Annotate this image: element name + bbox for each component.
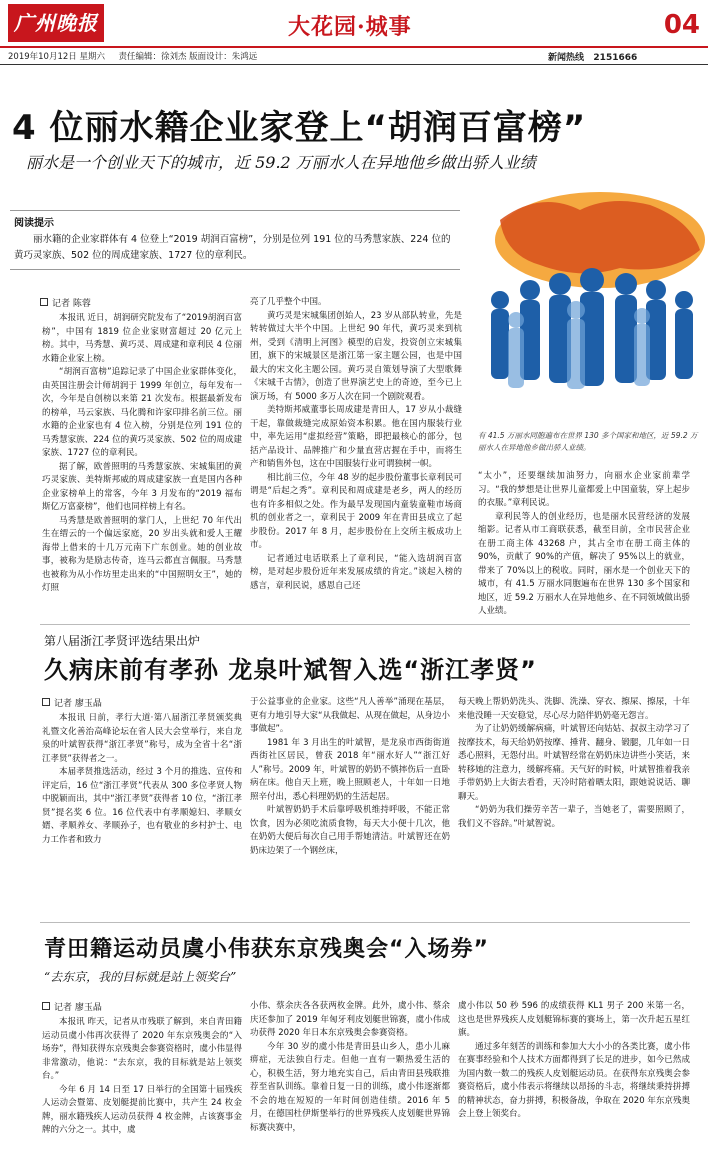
story2-headline: 久病床前有孝孙 龙泉叶斌智入选“浙江孝贤” bbox=[44, 656, 537, 684]
paragraph: 章利民等人的创业经历，也是丽水民营经济的发展缩影。记者从市工商联获悉，截至目前，全市民营企业在册工商主体 43268 户，其占全市在册工商主体的 90%，贡献了 90%的产值，解决了 95%以上的就业，带来了 70%以上的税收。同时，丽水是一个创业天下的城市，有 41.5 万丽水同胞遍布在世界 130 多个国家和地区，近 59.2 万丽水人在异地他乡、在不同领域做出骄人业绩。 bbox=[478, 511, 690, 616]
masthead bbox=[0, 0, 708, 48]
paragraph: “太小”，还要继续加油努力，向丽水企业家前辈学习。“我的梦想是让世界儿童都爱上中国童装，穿上起步的衣服。”章利民说。 bbox=[478, 471, 690, 508]
newspaper-logo: 广州晚报 bbox=[8, 4, 104, 42]
issue-date: 2019年10月12日 星期六 bbox=[8, 52, 105, 62]
story2-column-2 bbox=[250, 696, 450, 918]
story1-subhead: 丽水是一个创业天下的城市，近 59.2 万丽水人在异地他乡做出骄人业绩 bbox=[26, 153, 536, 172]
paragraph: “奶奶为我们操劳辛苦一辈子，当她老了，需要照顾了，我们义不容辞。”叶斌智说。 bbox=[458, 805, 690, 829]
paragraph: “胡润百富榜”追踪记录了中国企业家群体变化，由英国注册会计师胡润于 1999 年创立，每年发布一次，今年是自创榜以来第 21 次发布。根据最新发布的榜单，马云家族、马化腾和许家印排名前三位。丽水籍的企业家也有 4 位入榜，分别是位列 191 位的马秀慧家族、224 位的黄巧灵家族、502 位的周成建家族、1727 位的章利民。 bbox=[42, 367, 242, 458]
reading-guide-text: 丽水籍的企业家群体有 4 位登上“2019 胡润百富榜”，分别是位列 191 位的马秀慧家族、224 位的黄巧灵家族、502 位的周成建家族、1727 位的章利民。 bbox=[14, 234, 451, 261]
world-map-people-illustration bbox=[460, 180, 708, 440]
meta-rule bbox=[0, 64, 708, 65]
paragraph: 美特斯邦威董事长周成建是青田人，17 岁从小裁缝干起，靠做裁缝完成原始资本积累。他在国内服装行业中，率先运用“虚拟经营”策略，即把最核心的部分，包括产品设计、品牌推广和少量直营店握在手中，而将生产和销售外包，这在中国服装行业可谓独树一帜。 bbox=[250, 405, 462, 469]
paragraph: 虞小伟以 50 秒 596 的成绩获得 KL1 男子 200 米第一名，这也是世界残疾人皮划艇锦标赛的赛场上，第一次升起五星红旗。 bbox=[458, 1001, 690, 1038]
hotline bbox=[548, 50, 637, 63]
story3-byline: 记者 廖玉晶 bbox=[42, 1000, 102, 1013]
page-number: 04 bbox=[663, 10, 700, 40]
paragraph: 黄巧灵是宋城集团创始人，23 岁从部队转业，先是转转做过大半个中国。上世纪 90 年代，黄巧灵来到杭州，受到《清明上河图》模型的启发，投资创立宋城集团，旗下的宋城景区是浙江第一家主题公园，也是中国最大的宋文化主题公园。黄巧灵自策划导演了大型歌舞《宋城千古情》，创造了世界演艺史上的奇迹，至今已上演万场，有 5000 多万人次在同一个剧院观看。 bbox=[250, 310, 462, 402]
paragraph: 本报讯 日前，孝行大道·第八届浙江孝贤颁奖典礼暨文化善治高峰论坛在省人民大会堂举行，来自龙泉的叶斌智获得“浙江孝贤”称号，成为全省十名“浙江孝贤”获得者之一。 bbox=[42, 713, 242, 764]
section-divider bbox=[40, 624, 690, 625]
story3-column-2 bbox=[250, 1000, 450, 1156]
story3-column-1 bbox=[42, 1016, 242, 1156]
story3-subhead: “去东京，我的目标就是站上领奖台” bbox=[44, 970, 237, 984]
paragraph: 今年 6 月 14 日至 17 日举行的全国第十届残疾人运动会暨第、皮划艇提前比赛中，共产生 24 枚金牌，丽水籍残疾人运动员获得 4 枚金牌，占该赛事金牌的六分之一。其中，虞 bbox=[42, 1084, 242, 1135]
masthead-rule bbox=[0, 46, 708, 48]
issue-meta bbox=[8, 50, 257, 62]
story2-byline: 记者 廖玉晶 bbox=[42, 696, 102, 709]
paragraph: 叶斌智奶奶手术后靠呼吸机维持呼吸，不能正常饮食，因为必须吃流质食物，每天大小便十几次，他在奶奶大便后每次自己用手帮她清洁。叶斌智还在奶奶床边架了一个钢丝床， bbox=[250, 805, 450, 856]
story1-headline: 4 位丽水籍企业家登上“胡润百富榜” bbox=[12, 108, 587, 148]
paragraph: 今年 30 岁的虞小伟是青田县山乡人，患小儿麻痹症，无法独自行走。但他一直有一颗热爱生活的心，积极生活，努力地充实自己，后由青田县残联推荐至省队训练。靠着日复一日的训练，虞小伟逐渐都不会的地在短短的一年时间创造佳绩。2016 年 5 月，在德国杜伊斯堡举行的世界残疾人皮划艇世界锦标赛决赛中， bbox=[250, 1041, 450, 1133]
story1-column-3 bbox=[478, 470, 690, 620]
reading-guide-label: 阅读提示 bbox=[14, 218, 54, 229]
story1-column-1 bbox=[42, 312, 242, 618]
story2-column-3 bbox=[458, 696, 690, 918]
hotline-number: 2151666 bbox=[593, 53, 638, 63]
paragraph: 本届孝贤推选活动，经过 3 个月的推选、宣传和评定后，16 位“浙江孝贤”代表从 300 多位孝贤人物中脱颖而出，其中“浙江孝贤”获得者 10 位，“浙江孝贤”提名奖 6 位。16 位代表中有孝顺媳妇、孝顺女婿、孝顺养女、孝顺孙子，也有敬业的乡村护士、电力工作者和致力 bbox=[42, 767, 242, 845]
paragraph: 记者通过电话联系上了章利民，“能入选胡润百富榜，是对起步股份近年来发展成绩的肯定。”谈起入榜的感言，章利民说，感恩自己还 bbox=[250, 553, 462, 591]
story1-column-2 bbox=[250, 296, 462, 618]
section-divider bbox=[40, 922, 690, 923]
story2-column-1 bbox=[42, 712, 242, 918]
paragraph: 小伟、蔡余庆各各获两枚金牌。此外，虞小伟、蔡余庆还参加了 2019 年匈牙利皮划艇世锦赛，虞小伟成功获得 2020 年日本东京残奥会参赛资格。 bbox=[250, 1001, 450, 1038]
paragraph: 据了解，欧普照明的马秀慧家族、宋城集团的黄巧灵家族、美特斯邦威的周成建家族一直是国内各种企业家榜单上的常客，今年 3 月发布的“2019 福布斯亿万富豪榜”，他们也同样榜上有名。 bbox=[42, 461, 242, 512]
story2-kicker: 第八届浙江孝贤评选结果出炉 bbox=[44, 634, 201, 648]
hotline-label: 新闻热线 bbox=[548, 53, 585, 63]
paragraph: 亮了几乎整个中国。 bbox=[250, 297, 327, 307]
paragraph: 相比前三位，今年 48 岁的起步股份董事长章利民可谓是“后起之秀”。章利民和周成建是老乡，两人的经历也有许多相似之处。作为最早发现国内童装童鞋市场商机的创业者之一，章利民于 2009 年在青田县成立了起步股份。2017 年 8 月，起步股份在上交所主板成功上市。 bbox=[250, 472, 462, 550]
paragraph: 本报讯 近日，胡润研究院发布了“2019胡润百富榜”，中国有 1819 位企业家财富超过 20 亿元上榜。其中，马秀慧、黄巧灵、周成建和章利民 4 位丽水籍企业家上榜。 bbox=[42, 313, 242, 364]
paragraph: 本报讯 昨天，记者从市残联了解到，来自青田籍运动员虞小伟再次获得了 2020 年东京残奥会的“入场券”，得知获得东京残奥会参赛资格时，虞小伟显得非常激动，他说：“去东京，我的目标就是站上领奖台。” bbox=[42, 1017, 242, 1081]
paragraph: 为了让奶奶缓解病痛，叶斌智还向姑姑、叔叔主动学习了按摩技术，每天给奶奶按摩、捶背、翻身、锻腿，几年如一日悉心照料，无怨付出。叶斌智经常在奶奶床边讲些小笑话，来转移她的注意力，缓解疼痛。天气好的时候，叶斌智推着我亲手带奶奶上大街去看看，天冷时陪着晒太阳，跟她说说话、聊聊天。 bbox=[458, 724, 690, 802]
paragraph: 通过多年刻苦的训练和参加大大小小的各类比赛，虞小伟在赛事经验和个人技术方面都得到了长足的进步，如今已然成为国内数一数二的残疾人皮划艇运动员。在获得东京残奥会参赛资格后，虞小伟表示将继续以昂扬的斗志，将继续秉持拼搏的精神状态，奋力拼搏，积极备战，争取在 2020 年东京残奥会上登上领奖台。 bbox=[458, 1041, 690, 1119]
paragraph: 每天晚上帮奶奶洗头、洗脚、洗澡、穿衣、擦屎、擦尿，十年来他没睡一天安稳觉，尽心尽力陪伴奶奶毫无怨言。 bbox=[458, 697, 690, 721]
paragraph: 于公益事业的企业家。这些“凡人善举”涌现在基层，更有力地引导大家“从我做起、从现在做起，从身边小事做起”。 bbox=[250, 697, 450, 734]
photo-caption: 有 41.5 万丽水同胞遍布在世界 130 多个国家和地区，近 59.2 万丽水人在异地他乡做出骄人业绩。 bbox=[478, 431, 698, 452]
story1-byline: 记者 陈蓉 bbox=[40, 296, 91, 309]
section-title: 大花园·城事 bbox=[288, 14, 412, 40]
editor-credit: 责任编辑：徐刘杰 版面设计：朱鸿远 bbox=[118, 52, 258, 62]
paragraph: 马秀慧是欧普照明的掌门人，上世纪 70 年代出生在缙云的一个偏远家庭，20 岁出头就和爱人王耀海带上借来的十几万元南下广东创业。她的创业故事，被称为是励志传奇，连马云都直言佩服。马秀慧也被称为从小作坊里走出来的“中国照明女王”，她的灯照 bbox=[42, 515, 242, 593]
story3-column-3 bbox=[458, 1000, 690, 1156]
paragraph: 1981 年 3 月出生的叶斌智，是龙泉市西街街道西街社区居民，曾获 2018 年“丽水好人”“浙江好人”称号。2009 年，叶斌智的奶奶不慎摔伤后一直卧病在床。他自天上班，晚上照顾老人，十年如一日地照辛付出，悉心料理奶奶的生活起居。 bbox=[250, 737, 450, 802]
story3-headline: 青田籍运动员虞小伟获东京残奥会“入场券” bbox=[44, 937, 489, 962]
